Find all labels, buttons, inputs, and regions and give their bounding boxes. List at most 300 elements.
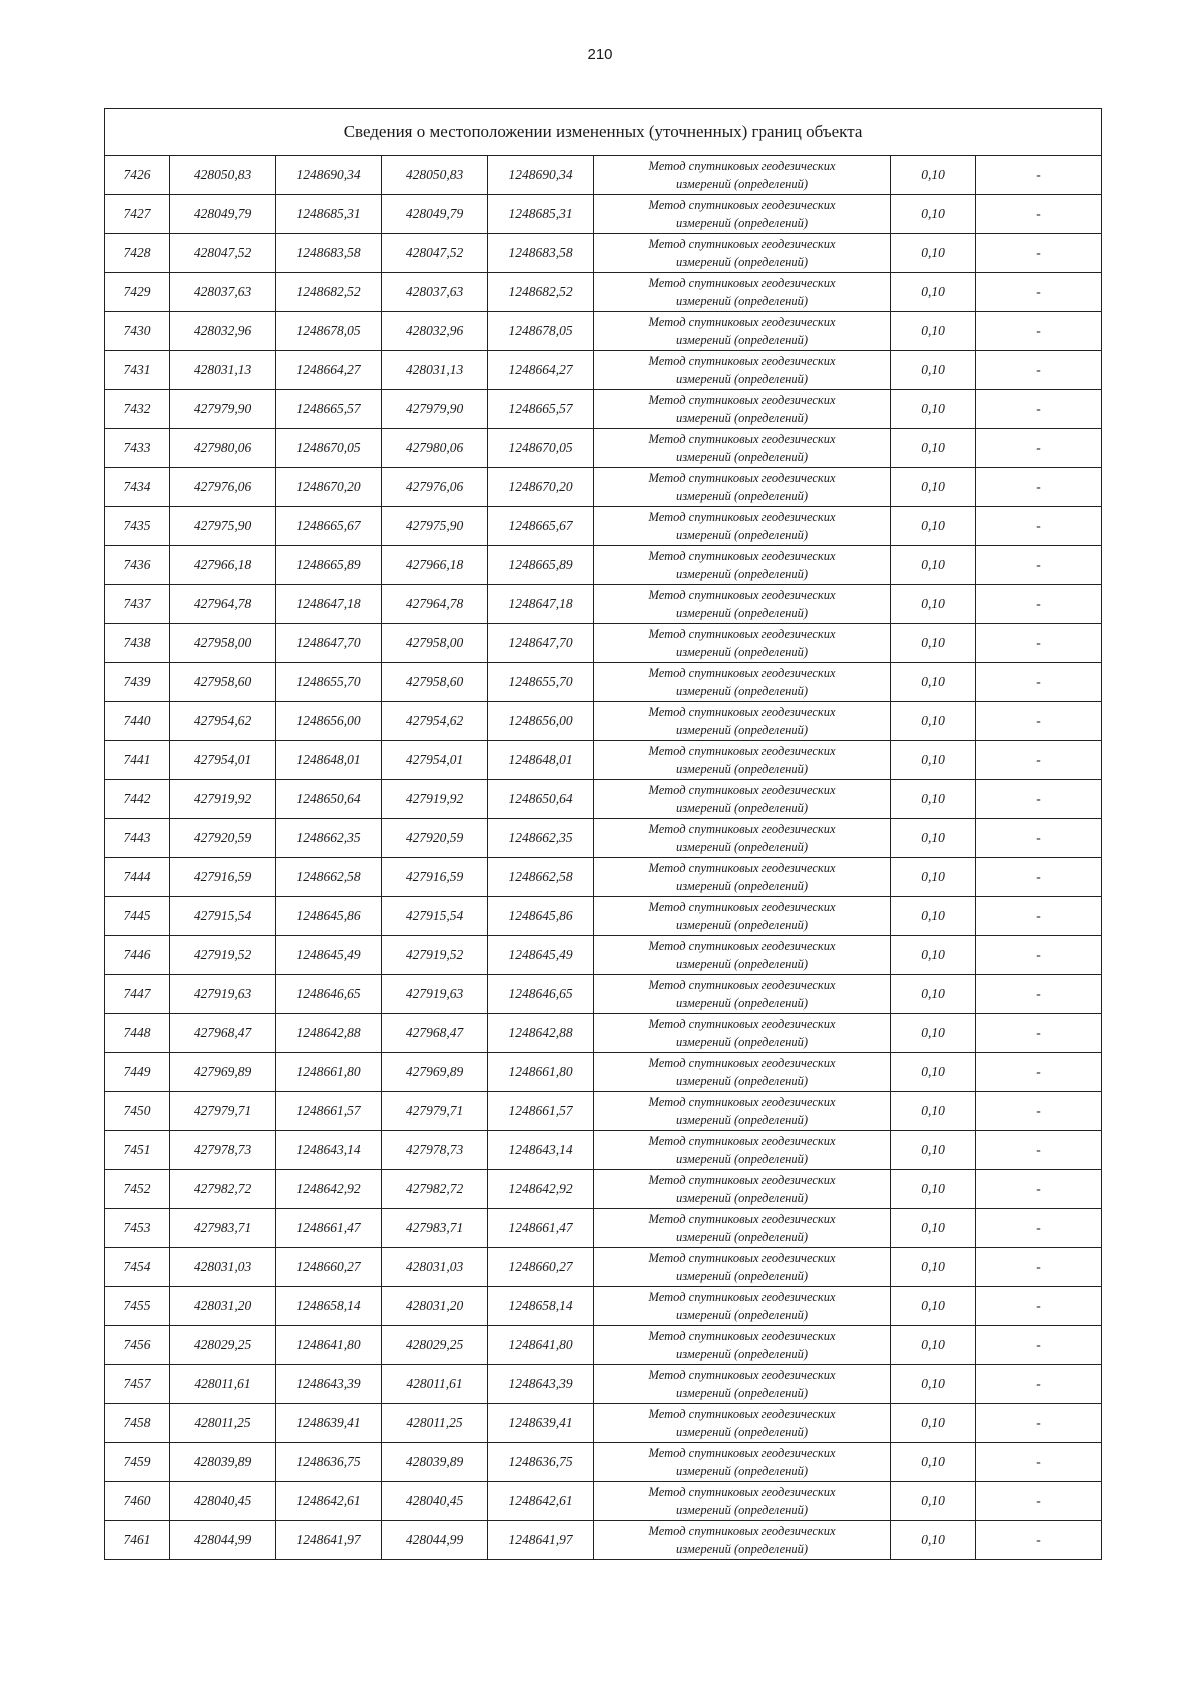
method-line-2: измерений (определений)	[675, 879, 808, 893]
method-line-2: измерений (определений)	[675, 723, 808, 737]
existing-x-cell: 427954,62	[170, 702, 276, 741]
table-row	[105, 390, 1102, 429]
existing-x-cell: 428044,99	[170, 1521, 276, 1560]
table-row	[105, 195, 1102, 234]
new-x-cell: 427954,01	[382, 741, 488, 780]
existing-y-cell: 1248678,05	[276, 312, 382, 351]
existing-x-cell: 427958,00	[170, 624, 276, 663]
accuracy-cell: 0,10	[891, 1443, 976, 1482]
new-y-cell: 1248665,89	[488, 546, 594, 585]
table-title: Сведения о местоположении измененных (уточненных) границ объекта	[105, 109, 1102, 156]
method-cell	[594, 1131, 891, 1170]
method-line-1: Метод спутниковых геодезических	[648, 627, 836, 641]
existing-x-cell: 427964,78	[170, 585, 276, 624]
method-line-1: Метод спутниковых геодезических	[648, 237, 836, 251]
description-cell: -	[976, 1521, 1102, 1560]
method-line-2: измерений (определений)	[675, 333, 808, 347]
description-cell: -	[976, 234, 1102, 273]
description-cell: -	[976, 429, 1102, 468]
method-cell	[594, 858, 891, 897]
new-x-cell: 428032,96	[382, 312, 488, 351]
method-cell	[594, 156, 891, 195]
new-y-cell: 1248643,39	[488, 1365, 594, 1404]
description-cell: -	[976, 1092, 1102, 1131]
method-cell	[594, 1365, 891, 1404]
table-row	[105, 351, 1102, 390]
accuracy-cell: 0,10	[891, 780, 976, 819]
existing-x-cell: 427982,72	[170, 1170, 276, 1209]
existing-x-cell: 428050,83	[170, 156, 276, 195]
table-row	[105, 1287, 1102, 1326]
method-line-1: Метод спутниковых геодезических	[648, 588, 836, 602]
method-line-1: Метод спутниковых геодезических	[648, 315, 836, 329]
table-row	[105, 897, 1102, 936]
existing-y-cell: 1248647,70	[276, 624, 382, 663]
point-number-cell: 7453	[105, 1209, 170, 1248]
new-x-cell: 428031,03	[382, 1248, 488, 1287]
point-number-cell: 7456	[105, 1326, 170, 1365]
method-line-2: измерений (определений)	[675, 1152, 808, 1166]
point-number-cell: 7455	[105, 1287, 170, 1326]
method-cell	[594, 1326, 891, 1365]
description-cell: -	[976, 312, 1102, 351]
table-row	[105, 1209, 1102, 1248]
new-y-cell: 1248642,88	[488, 1014, 594, 1053]
new-y-cell: 1248664,27	[488, 351, 594, 390]
description-cell: -	[976, 507, 1102, 546]
method-line-2: измерений (определений)	[675, 1308, 808, 1322]
description-cell: -	[976, 585, 1102, 624]
method-cell	[594, 273, 891, 312]
method-cell	[594, 975, 891, 1014]
accuracy-cell: 0,10	[891, 1326, 976, 1365]
method-line-1: Метод спутниковых геодезических	[648, 861, 836, 875]
method-line-2: измерений (определений)	[675, 957, 808, 971]
new-y-cell: 1248647,18	[488, 585, 594, 624]
accuracy-cell: 0,10	[891, 1053, 976, 1092]
description-cell: -	[976, 741, 1102, 780]
method-cell	[594, 1170, 891, 1209]
new-x-cell: 427975,90	[382, 507, 488, 546]
existing-y-cell: 1248646,65	[276, 975, 382, 1014]
point-number-cell: 7427	[105, 195, 170, 234]
existing-y-cell: 1248660,27	[276, 1248, 382, 1287]
accuracy-cell: 0,10	[891, 741, 976, 780]
method-line-1: Метод спутниковых геодезических	[648, 1095, 836, 1109]
table-row	[105, 975, 1102, 1014]
method-line-2: измерений (определений)	[675, 606, 808, 620]
method-cell	[594, 351, 891, 390]
new-y-cell: 1248661,47	[488, 1209, 594, 1248]
table-title-row	[105, 109, 1102, 156]
existing-y-cell: 1248685,31	[276, 195, 382, 234]
accuracy-cell: 0,10	[891, 663, 976, 702]
description-cell: -	[976, 195, 1102, 234]
description-cell: -	[976, 702, 1102, 741]
method-line-2: измерений (определений)	[675, 294, 808, 308]
method-line-2: измерений (определений)	[675, 528, 808, 542]
existing-y-cell: 1248645,86	[276, 897, 382, 936]
description-cell: -	[976, 1287, 1102, 1326]
new-x-cell: 427919,92	[382, 780, 488, 819]
new-x-cell: 427979,71	[382, 1092, 488, 1131]
new-y-cell: 1248639,41	[488, 1404, 594, 1443]
accuracy-cell: 0,10	[891, 1131, 976, 1170]
existing-x-cell: 427976,06	[170, 468, 276, 507]
new-x-cell: 427968,47	[382, 1014, 488, 1053]
accuracy-cell: 0,10	[891, 702, 976, 741]
point-number-cell: 7442	[105, 780, 170, 819]
point-number-cell: 7432	[105, 390, 170, 429]
description-cell: -	[976, 1365, 1102, 1404]
table-row	[105, 624, 1102, 663]
method-line-2: измерений (определений)	[675, 450, 808, 464]
accuracy-cell: 0,10	[891, 1092, 976, 1131]
method-line-2: измерений (определений)	[675, 996, 808, 1010]
accuracy-cell: 0,10	[891, 429, 976, 468]
table-row	[105, 468, 1102, 507]
new-x-cell: 428049,79	[382, 195, 488, 234]
method-line-2: измерений (определений)	[675, 684, 808, 698]
method-line-2: измерений (определений)	[675, 1191, 808, 1205]
method-cell	[594, 390, 891, 429]
description-cell: -	[976, 1053, 1102, 1092]
existing-y-cell: 1248658,14	[276, 1287, 382, 1326]
existing-x-cell: 427916,59	[170, 858, 276, 897]
new-y-cell: 1248642,92	[488, 1170, 594, 1209]
method-line-2: измерений (определений)	[675, 1230, 808, 1244]
existing-x-cell: 428037,63	[170, 273, 276, 312]
new-y-cell: 1248648,01	[488, 741, 594, 780]
existing-y-cell: 1248647,18	[276, 585, 382, 624]
existing-x-cell: 428031,20	[170, 1287, 276, 1326]
table-row	[105, 1053, 1102, 1092]
new-y-cell: 1248645,86	[488, 897, 594, 936]
accuracy-cell: 0,10	[891, 1287, 976, 1326]
point-number-cell: 7443	[105, 819, 170, 858]
description-cell: -	[976, 351, 1102, 390]
table-row	[105, 1365, 1102, 1404]
accuracy-cell: 0,10	[891, 858, 976, 897]
new-y-cell: 1248645,49	[488, 936, 594, 975]
new-x-cell: 428037,63	[382, 273, 488, 312]
new-y-cell: 1248661,80	[488, 1053, 594, 1092]
existing-x-cell: 428031,03	[170, 1248, 276, 1287]
accuracy-cell: 0,10	[891, 390, 976, 429]
new-y-cell: 1248670,20	[488, 468, 594, 507]
point-number-cell: 7460	[105, 1482, 170, 1521]
method-line-1: Метод спутниковых геодезических	[648, 159, 836, 173]
description-cell: -	[976, 1404, 1102, 1443]
new-x-cell: 428011,25	[382, 1404, 488, 1443]
point-number-cell: 7458	[105, 1404, 170, 1443]
new-y-cell: 1248670,05	[488, 429, 594, 468]
point-number-cell: 7448	[105, 1014, 170, 1053]
table-row	[105, 819, 1102, 858]
point-number-cell: 7444	[105, 858, 170, 897]
accuracy-cell: 0,10	[891, 1404, 976, 1443]
method-line-2: измерений (определений)	[675, 762, 808, 776]
new-x-cell: 427976,06	[382, 468, 488, 507]
table-row	[105, 1521, 1102, 1560]
new-x-cell: 428040,45	[382, 1482, 488, 1521]
accuracy-cell: 0,10	[891, 1248, 976, 1287]
point-number-cell: 7451	[105, 1131, 170, 1170]
new-y-cell: 1248655,70	[488, 663, 594, 702]
accuracy-cell: 0,10	[891, 1482, 976, 1521]
description-cell: -	[976, 624, 1102, 663]
accuracy-cell: 0,10	[891, 312, 976, 351]
point-number-cell: 7433	[105, 429, 170, 468]
table-row	[105, 585, 1102, 624]
description-cell: -	[976, 1482, 1102, 1521]
new-y-cell: 1248690,34	[488, 156, 594, 195]
existing-y-cell: 1248670,20	[276, 468, 382, 507]
method-line-1: Метод спутниковых геодезических	[648, 939, 836, 953]
existing-x-cell: 427979,71	[170, 1092, 276, 1131]
new-x-cell: 427969,89	[382, 1053, 488, 1092]
new-x-cell: 427919,63	[382, 975, 488, 1014]
point-number-cell: 7426	[105, 156, 170, 195]
method-line-2: измерений (определений)	[675, 1269, 808, 1283]
existing-x-cell: 427919,92	[170, 780, 276, 819]
method-line-2: измерений (определений)	[675, 918, 808, 932]
new-y-cell: 1248658,14	[488, 1287, 594, 1326]
new-y-cell: 1248647,70	[488, 624, 594, 663]
new-y-cell: 1248685,31	[488, 195, 594, 234]
method-line-2: измерений (определений)	[675, 1464, 808, 1478]
method-line-2: измерений (определений)	[675, 1425, 808, 1439]
existing-x-cell: 428029,25	[170, 1326, 276, 1365]
method-cell	[594, 780, 891, 819]
method-line-1: Метод спутниковых геодезических	[648, 1212, 836, 1226]
method-cell	[594, 624, 891, 663]
table-row	[105, 858, 1102, 897]
table-row	[105, 1326, 1102, 1365]
point-number-cell: 7452	[105, 1170, 170, 1209]
description-cell: -	[976, 975, 1102, 1014]
existing-x-cell: 428031,13	[170, 351, 276, 390]
new-x-cell: 427980,06	[382, 429, 488, 468]
method-line-2: измерений (определений)	[675, 255, 808, 269]
table-row	[105, 1170, 1102, 1209]
table-row	[105, 1014, 1102, 1053]
accuracy-cell: 0,10	[891, 195, 976, 234]
method-line-1: Метод спутниковых геодезических	[648, 1290, 836, 1304]
accuracy-cell: 0,10	[891, 1014, 976, 1053]
method-cell	[594, 1482, 891, 1521]
table-row	[105, 234, 1102, 273]
new-y-cell: 1248662,58	[488, 858, 594, 897]
table-row	[105, 1092, 1102, 1131]
point-number-cell: 7447	[105, 975, 170, 1014]
new-x-cell: 427954,62	[382, 702, 488, 741]
existing-x-cell: 428049,79	[170, 195, 276, 234]
method-line-2: измерений (определений)	[675, 645, 808, 659]
table-row	[105, 1443, 1102, 1482]
method-line-2: измерений (определений)	[675, 1503, 808, 1517]
page-number: 210	[587, 46, 613, 63]
method-line-2: измерений (определений)	[675, 1035, 808, 1049]
point-number-cell: 7457	[105, 1365, 170, 1404]
new-y-cell: 1248641,97	[488, 1521, 594, 1560]
existing-y-cell: 1248643,39	[276, 1365, 382, 1404]
existing-x-cell: 427978,73	[170, 1131, 276, 1170]
method-line-2: измерений (определений)	[675, 489, 808, 503]
existing-y-cell: 1248648,01	[276, 741, 382, 780]
new-x-cell: 428050,83	[382, 156, 488, 195]
point-number-cell: 7435	[105, 507, 170, 546]
method-line-1: Метод спутниковых геодезических	[648, 510, 836, 524]
point-number-cell: 7437	[105, 585, 170, 624]
new-y-cell: 1248682,52	[488, 273, 594, 312]
point-number-cell: 7445	[105, 897, 170, 936]
method-line-2: измерений (определений)	[675, 1347, 808, 1361]
method-cell	[594, 234, 891, 273]
description-cell: -	[976, 819, 1102, 858]
existing-x-cell: 428011,61	[170, 1365, 276, 1404]
method-line-1: Метод спутниковых геодезических	[648, 1407, 836, 1421]
boundary-coordinates-table	[104, 108, 1102, 1560]
table-row	[105, 1248, 1102, 1287]
existing-y-cell: 1248650,64	[276, 780, 382, 819]
new-x-cell: 427983,71	[382, 1209, 488, 1248]
point-number-cell: 7449	[105, 1053, 170, 1092]
method-cell	[594, 1404, 891, 1443]
existing-x-cell: 427954,01	[170, 741, 276, 780]
existing-x-cell: 427968,47	[170, 1014, 276, 1053]
new-x-cell: 427958,60	[382, 663, 488, 702]
method-line-1: Метод спутниковых геодезических	[648, 393, 836, 407]
description-cell: -	[976, 156, 1102, 195]
method-line-1: Метод спутниковых геодезических	[648, 783, 836, 797]
existing-y-cell: 1248655,70	[276, 663, 382, 702]
method-cell	[594, 1053, 891, 1092]
existing-x-cell: 427915,54	[170, 897, 276, 936]
existing-x-cell: 427919,52	[170, 936, 276, 975]
new-x-cell: 427916,59	[382, 858, 488, 897]
method-cell	[594, 936, 891, 975]
method-cell	[594, 741, 891, 780]
method-line-1: Метод спутниковых геодезических	[648, 822, 836, 836]
accuracy-cell: 0,10	[891, 156, 976, 195]
table-row	[105, 780, 1102, 819]
description-cell: -	[976, 546, 1102, 585]
existing-x-cell: 428047,52	[170, 234, 276, 273]
method-line-1: Метод спутниковых геодезических	[648, 1446, 836, 1460]
method-cell	[594, 819, 891, 858]
existing-x-cell: 427920,59	[170, 819, 276, 858]
existing-y-cell: 1248665,57	[276, 390, 382, 429]
accuracy-cell: 0,10	[891, 975, 976, 1014]
method-line-2: измерений (определений)	[675, 1542, 808, 1556]
description-cell: -	[976, 1014, 1102, 1053]
table-row	[105, 1482, 1102, 1521]
existing-y-cell: 1248683,58	[276, 234, 382, 273]
method-line-2: измерений (определений)	[675, 216, 808, 230]
description-cell: -	[976, 273, 1102, 312]
description-cell: -	[976, 1209, 1102, 1248]
method-cell	[594, 702, 891, 741]
description-cell: -	[976, 468, 1102, 507]
new-y-cell: 1248665,67	[488, 507, 594, 546]
method-line-1: Метод спутниковых геодезических	[648, 1368, 836, 1382]
new-y-cell: 1248665,57	[488, 390, 594, 429]
new-y-cell: 1248650,64	[488, 780, 594, 819]
description-cell: -	[976, 390, 1102, 429]
new-y-cell: 1248642,61	[488, 1482, 594, 1521]
accuracy-cell: 0,10	[891, 585, 976, 624]
method-line-1: Метод спутниковых геодезических	[648, 471, 836, 485]
new-x-cell: 427919,52	[382, 936, 488, 975]
method-line-1: Метод спутниковых геодезических	[648, 1485, 836, 1499]
new-x-cell: 428011,61	[382, 1365, 488, 1404]
method-cell	[594, 1248, 891, 1287]
method-cell	[594, 1014, 891, 1053]
method-line-1: Метод спутниковых геодезических	[648, 1017, 836, 1031]
accuracy-cell: 0,10	[891, 936, 976, 975]
table-row	[105, 936, 1102, 975]
table-row	[105, 156, 1102, 195]
new-x-cell: 427958,00	[382, 624, 488, 663]
accuracy-cell: 0,10	[891, 624, 976, 663]
existing-x-cell: 427966,18	[170, 546, 276, 585]
point-number-cell: 7446	[105, 936, 170, 975]
accuracy-cell: 0,10	[891, 546, 976, 585]
existing-x-cell: 427983,71	[170, 1209, 276, 1248]
existing-y-cell: 1248662,35	[276, 819, 382, 858]
existing-y-cell: 1248641,80	[276, 1326, 382, 1365]
new-x-cell: 428031,20	[382, 1287, 488, 1326]
description-cell: -	[976, 1131, 1102, 1170]
existing-y-cell: 1248642,92	[276, 1170, 382, 1209]
new-y-cell: 1248683,58	[488, 234, 594, 273]
method-cell	[594, 1443, 891, 1482]
method-cell	[594, 468, 891, 507]
method-cell	[594, 507, 891, 546]
method-line-2: измерений (определений)	[675, 840, 808, 854]
existing-y-cell: 1248643,14	[276, 1131, 382, 1170]
existing-y-cell: 1248645,49	[276, 936, 382, 975]
method-line-2: измерений (определений)	[675, 1113, 808, 1127]
method-line-1: Метод спутниковых геодезических	[648, 1329, 836, 1343]
method-line-2: измерений (определений)	[675, 567, 808, 581]
table-row	[105, 507, 1102, 546]
table-row	[105, 702, 1102, 741]
existing-x-cell: 427958,60	[170, 663, 276, 702]
point-number-cell: 7430	[105, 312, 170, 351]
existing-y-cell: 1248690,34	[276, 156, 382, 195]
description-cell: -	[976, 663, 1102, 702]
method-line-1: Метод спутниковых геодезических	[648, 1056, 836, 1070]
new-y-cell: 1248641,80	[488, 1326, 594, 1365]
new-x-cell: 427920,59	[382, 819, 488, 858]
point-number-cell: 7438	[105, 624, 170, 663]
accuracy-cell: 0,10	[891, 507, 976, 546]
new-y-cell: 1248661,57	[488, 1092, 594, 1131]
method-line-1: Метод спутниковых геодезических	[648, 432, 836, 446]
point-number-cell: 7436	[105, 546, 170, 585]
method-line-1: Метод спутниковых геодезических	[648, 978, 836, 992]
method-cell	[594, 897, 891, 936]
existing-x-cell: 428032,96	[170, 312, 276, 351]
description-cell: -	[976, 1170, 1102, 1209]
method-cell	[594, 1287, 891, 1326]
description-cell: -	[976, 936, 1102, 975]
method-cell	[594, 585, 891, 624]
method-cell	[594, 546, 891, 585]
accuracy-cell: 0,10	[891, 1521, 976, 1560]
